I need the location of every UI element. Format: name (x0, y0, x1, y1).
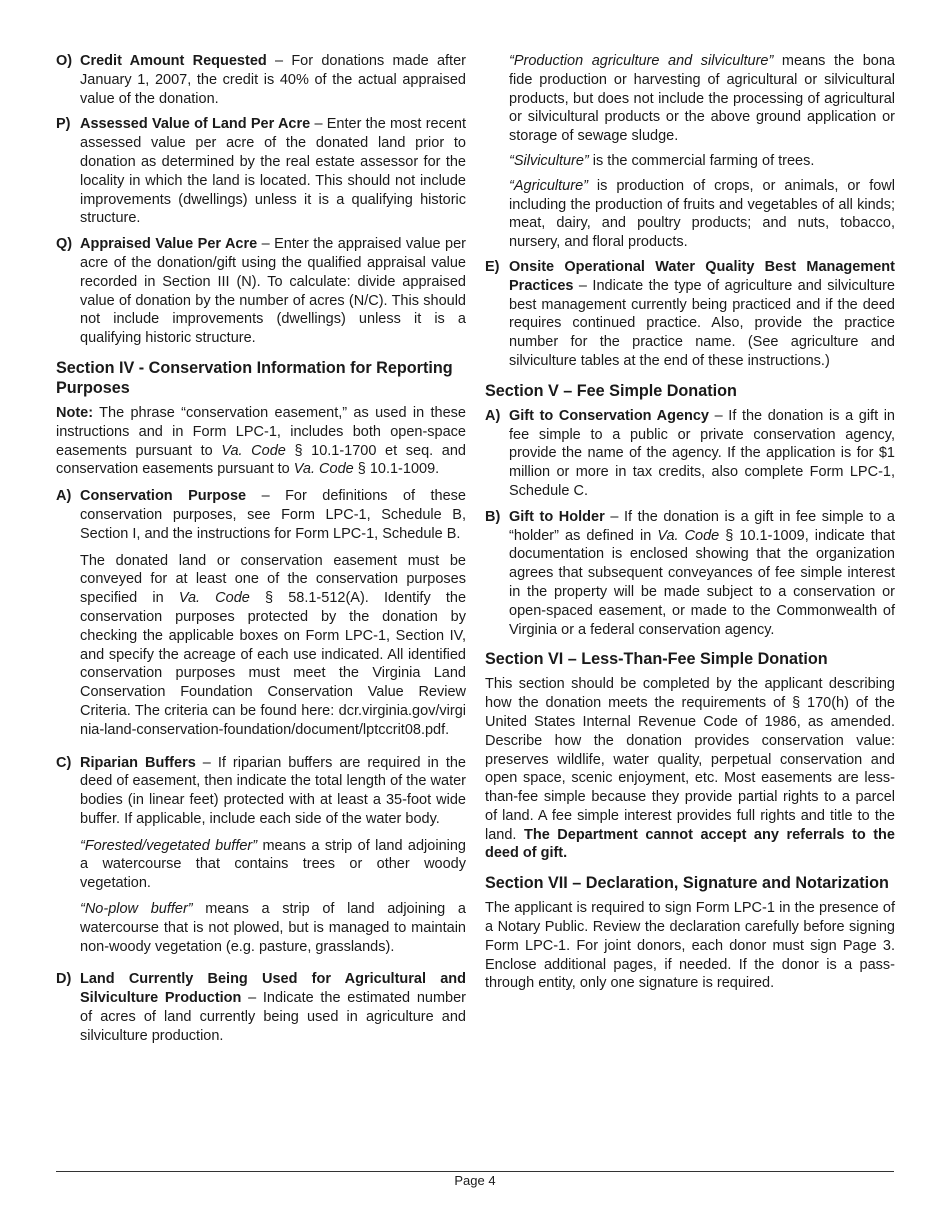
footer-divider (56, 1171, 894, 1172)
item-text: – Indicate the type of agriculture and silviculture best management currently being practiced and if the deed requires continued practice. Also, provide the practice number for the practice name. (See agriculture and silviculture tables at the end of these instructions.) (509, 277, 895, 369)
item-label: C) (56, 754, 72, 771)
section-iv-note (56, 404, 466, 479)
note-label: Note: (56, 404, 94, 421)
section-iv-heading: Section IV - Conservation Information for Reporting Purposes (56, 358, 453, 397)
item-c-riparian-buffers (56, 754, 466, 964)
silviculture-definition: “Silviculture” is the commercial farming of trees. (509, 152, 815, 169)
note-text: § 10.1-1009. (353, 461, 440, 478)
section-vii-heading: Section VII – Declaration, Signature and Notarization (485, 874, 889, 893)
item-p-assessed-value (56, 115, 466, 228)
item-text: – If the donation is a gift in fee simple to a public or private conservation agency, provide the name of the agency. If the application is for $1 million or more in tax credits, also complete Form LPC-1, Schedule C. (509, 407, 895, 499)
section-v-heading: Section V – Fee Simple Donation (485, 381, 737, 400)
item-label: P) (56, 116, 71, 133)
section-vii-text: The applicant is required to sign Form LPC-1 in the presence of a Notary Public. Review the declaration carefully before signing Form LPC-1. For joint donors, each donor must sign Page 3. Enclose additional pages, if needed. If the donor is a pass-through entity, only one signature is required. (485, 900, 895, 992)
item-title: Assessed Value of Land Per Acre (80, 116, 311, 133)
item-text: – Enter the most recent assessed value per acre of the donated land prior to donation as determined by the real estate assessor for the locality in which the land is located. This should not include improvements (dwellings) unless it is a qualifying historic structure. (80, 116, 466, 227)
no-plow-buffer-definition: “No-plow buffer” means a strip of land adjoining a watercourse that is not plowed, but is managed to maintain non-woody vegetation (e.g. pasture, grasslands). (80, 901, 466, 955)
section-vi-text: This section should be completed by the applicant describing how the donation meets the requirements of § 170(h) of the United States Internal Revenue Code of 1986, as amended. Describe how the donation provides conservation value: preserves wildlife, water quality, perpetual conservation and open space, scenic enjoyment, etc. Most easements are less-than-fee simple because they provide partial rights to a parcel of land. A fee simple interest provides full rights and title to the land. The Department cannot accept any referrals to the deed of gift. (485, 676, 895, 862)
item-title: Conservation Purpose (80, 488, 247, 505)
left-column (56, 52, 466, 1053)
forested-buffer-definition: “Forested/vegetated buffer” means a strip of land adjoining a watercourse that contains trees or other woody vegetation. (80, 837, 466, 892)
agriculture-definition: “Agriculture” is production of crops, or animals, or fowl including the production of fruits and vegetables of all kinds; meat, dairy, and poultry products; and nuts, tobacco, nursery, and floral products. (509, 177, 895, 251)
item-a-conservation-purpose (56, 487, 466, 746)
item-title: Gift to Conservation Agency (509, 407, 709, 424)
item-text: – For donations made after January 1, 2007, the credit is 40% of the actual appraised value of the donation. (80, 53, 466, 107)
item-title: Riparian Buffers (80, 754, 196, 771)
note-code: Va. Code (293, 461, 354, 478)
item-text: – Indicate the estimated number of acres of land currently being used in agriculture and silviculture production. (80, 990, 466, 1044)
item-title: Gift to Holder (509, 508, 605, 525)
item-q-appraised-value (56, 235, 466, 348)
item-a-gift-conservation-agency (485, 407, 895, 501)
item-o-credit-amount (56, 52, 466, 108)
section-vi-bold-note: The Department cannot accept any referrals to the deed of gift. (485, 826, 895, 862)
note-code: Va. Code (221, 442, 286, 459)
item-title: Land Currently Being Used for Agricultural and Silviculture Production (80, 971, 466, 1007)
item-label: E) (485, 258, 500, 275)
item-label: O) (56, 53, 73, 69)
va-code: Va. Code (178, 590, 250, 607)
item-label: A) (56, 488, 72, 505)
item-text: – For definitions of these conservation purposes, see Form LPC-1, Schedule B, Section I, and the instructions for Form LPC-1, Schedule B. (80, 488, 466, 542)
criteria-url: dcr.virginia.gov/virginia-land-conservation-foundation/document/lptccrit08.pdf. (80, 702, 466, 738)
item-label: B) (485, 508, 501, 525)
conservation-purpose-detail: The donated land or conservation easement must be conveyed for at least one of the conservation purposes specified in Va. Code § 58.1-512(A). Identify the conservation purposes protected by the donation by checking the applicable boxes on Form LPC-1, Section IV, and specify the acreage of each use indicated. All identified conservation purposes must meet the Virginia Land Conservation Foundation Conservation Value Review Criteria. The criteria can be found here: dcr.virginia.gov/virginia-land-conservation-foundation/document/lptccrit08.pdf. (80, 552, 467, 738)
item-title: Onsite Operational Water Quality Best Management Practices (509, 258, 895, 294)
production-definition: “Production agriculture and silviculture” means the bona fide production or harvesting of agricultural or silvicultural products, but does not include the processing of agricultural or silvicultural products or the above ground application or storage of sewage sludge. (509, 53, 895, 145)
item-text: – If riparian buffers are required in the deed of easement, then indicate the total length of the water bodies (in linear feet) protected with at least a 35-foot wide buffer. If applicable, include each side of the water body. (80, 754, 466, 827)
item-d-land-agricultural-use (56, 970, 466, 1045)
item-b-gift-to-holder (485, 508, 895, 640)
right-column (485, 52, 895, 1001)
page-number: Page 4 (454, 1173, 496, 1188)
item-text: § 10.1-1009, indicate that documentation is enclosed showing that the organization agrees that subsequent conveyances of fee simple interest in the property will be made subject to a conservation or open-spaced easement, or made to the Commonwealth of Virginia or a federal conservation agency. (509, 527, 895, 638)
item-text: – If the donation is a gift in fee simple to a “holder” as defined in (509, 508, 895, 544)
item-title: Credit Amount Requested (80, 53, 267, 69)
item-label: D) (56, 971, 72, 988)
note-text: The phrase “conservation easement,” as used in these instructions and in Form LPC-1, includes both open-space easements pursuant to (56, 404, 466, 459)
item-title: Appraised Value Per Acre (80, 236, 258, 253)
note-text: § 10.1-1700 et seq. and conservation easements pursuant to (56, 442, 466, 478)
item-text: – Enter the appraised value per acre of the donation/gift using the qualified appraisal value recorded in Section III (N). To calculate: divide appraised value of donation by the number of acres (N/C). This should not include improvements (dwellings) unless it is a qualifying historic structure. (80, 236, 466, 347)
section-vi-heading: Section VI – Less-Than-Fee Simple Donation (485, 650, 828, 669)
va-code: Va. Code (657, 527, 720, 544)
item-e-water-quality-bmp (485, 258, 895, 371)
item-label: A) (485, 407, 501, 424)
item-label: Q) (56, 236, 73, 253)
